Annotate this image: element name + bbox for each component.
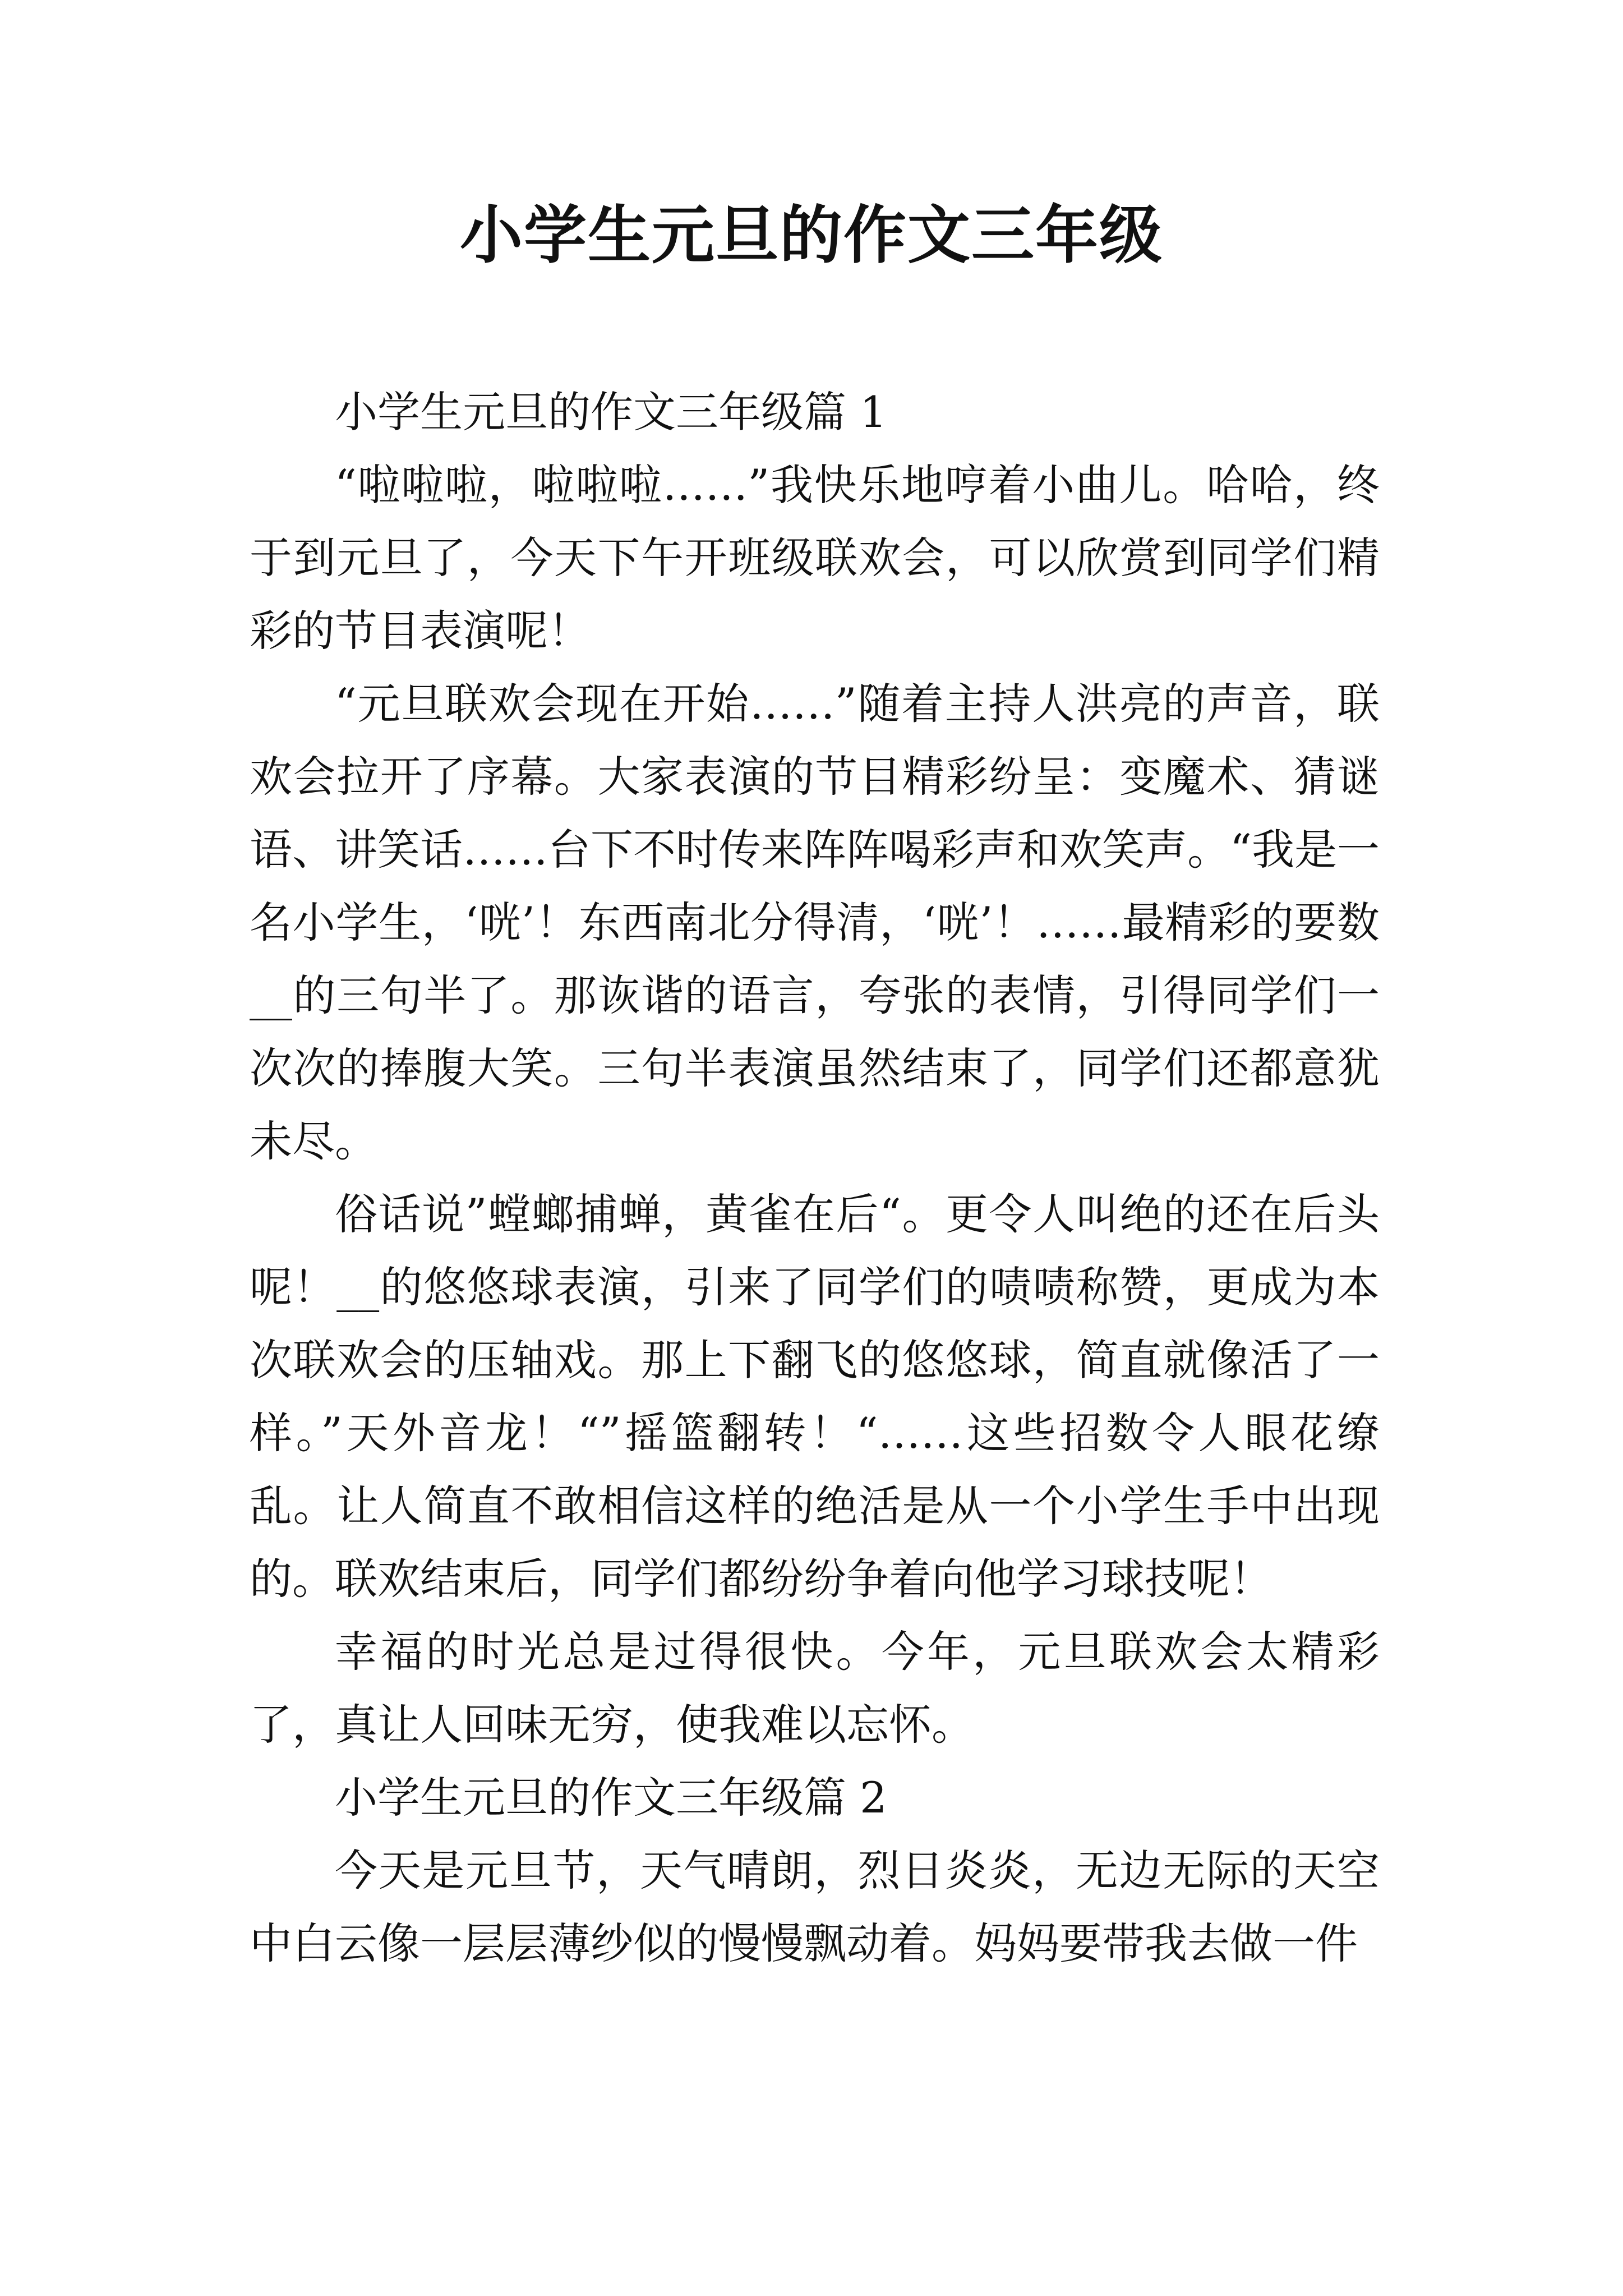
paragraph: “啦啦啦，啦啦啦……”我快乐地哼着小曲儿。哈哈，终于到元旦了，今天下午开班级联欢会，可以欣赏到同学们精彩的节目表演呢！ [250, 460, 1380, 656]
document-body [250, 376, 1380, 1980]
paragraph: 今天是元旦节，天气晴朗，烈日炎炎，无边无际的天空中白云像一层层薄纱似的慢慢飘动着。妈妈要带我去做一件 [250, 1846, 1380, 1968]
document-title: 小学生元旦的作文三年级 [460, 199, 1163, 272]
paragraph: 幸福的时光总是过得很快。今年，元旦联欢会太精彩了，真让人回味无穷，使我难以忘怀。 [250, 1627, 1380, 1750]
paragraph: 俗话说”螳螂捕蝉，黄雀在后“。更令人叫绝的还在后头呢！__的悠悠球表演，引来了同学们的啧啧称赞，更成为本次联欢会的压轴戏。那上下翻飞的悠悠球，简直就像活了一样。”天外音龙！“”摇篮翻转！“……这些招数令人眼花缭乱。让人简直不敢相信这样的绝活是从一个小学生手中出现的。联欢结束后，同学们都纷纷争着向他学习球技呢！ [250, 1189, 1380, 1604]
paragraph: “元旦联欢会现在开始……”随着主持人洪亮的声音，联欢会拉开了序幕。大家表演的节目精彩纷呈：变魔术、猜谜语、讲笑话……台下不时传来阵阵喝彩声和欢笑声。“我是一名小学生，‘咣’！东西南北分得清，‘咣’！……最精彩的要数__的三句半了。那诙谐的语言，夸张的表情，引得同学们一次次的捧腹大笑。三句半表演虽然结束了，同学们还都意犹未尽。 [250, 679, 1380, 1166]
section-heading-2: 小学生元旦的作文三年级篇 2 [335, 1773, 887, 1823]
section-heading-1: 小学生元旦的作文三年级篇 1 [335, 387, 887, 437]
